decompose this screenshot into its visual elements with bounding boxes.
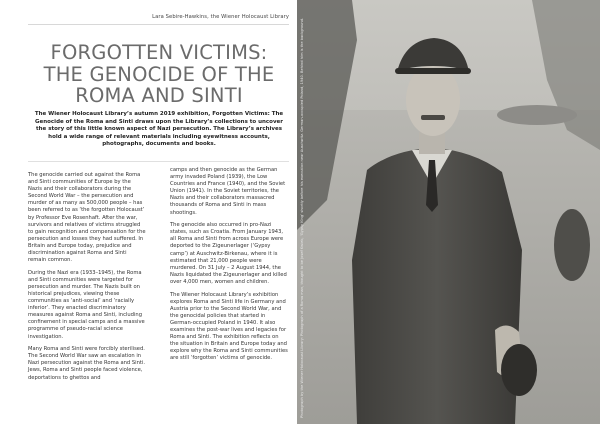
intro-divider: [28, 161, 289, 162]
background-people: [497, 105, 577, 125]
paragraph: camps and then genocide as the German army invaded Poland (1939), the Low Countries and France (1940), and the Soviet Union (1941). In the Soviet territories, the Nazis and their collaborators massacred thousands of Roma and Sinti in mass shootings.: [170, 167, 286, 216]
paragraph: The Wiener Holocaust Library’s exhibition explores Roma and Sinti life in Germany and Austria prior to the Second World War, and the genocidal policies that started in German-occupied Poland in 1940. It also examines the post-war lives and legacies for Roma and Sinti. The exhibition reflects on the situation in Britain and Europe today and explore why the Roma and Sinti communities are still ‘forgotten’ victims of genocide.: [170, 291, 288, 362]
paragraph: The genocide carried out against the Roma and Sinti communities of Europe by the Nazis and their collaborators during the Second World War – the persecution and murder of as many as 500,000 people – has been referred to as ‘the forgotten Holocaust’ by Professor Eve Rosenhaft. After the war, survivors and relatives of victims struggled to gain recognition and compensation for the persecution and losses they had suffered. In Britain and Europe today, prejudice and discrimination against Roma and Sinti remain common.: [28, 172, 146, 264]
photo-credit-text: Photograph by the Wiener Holocaust Library: Photograph of a Roma man, thought to be Josef Kwiek, ‘Gypsy King’ shortly before his execution near Auschwitz. German-occupied Poland, 1940. Behind him is the background.: [300, 17, 304, 418]
photo-credit: [297, 0, 309, 424]
held-hat: [501, 344, 537, 396]
article-title: FORGOTTEN VICTIMS: THE GENOCIDE OF THE ROMA AND SINTI: [43, 41, 275, 107]
paragraph: During the Nazi era (1933–1945), the Roma and Sinti communities were targeted for persecution and murder. The Nazis built on historical prejudices, viewing these communities as ‘anti-social’ and ‘racially inferior’. They enacted discriminatory measures against Roma and Sinti, including confinement in special camps and a massive programme of pseudo-racial science investigation.: [28, 269, 145, 340]
article-intro: The Wiener Holocaust Library’s autumn 2019 exhibition, Forgotten Victims: The Genocide of the Roma and Sinti draws upon the Library’s collections to uncover the story of this little known aspect of Nazi persecution. The Library’s archives hold a wide range of relevant materials including eyewitness accounts, photographs, documents and books.: [34, 111, 284, 147]
historical-photograph: [297, 0, 600, 424]
background-figure: [554, 209, 590, 281]
paragraph: The genocide also occurred in pro-Nazi states, such as Croatia. From January 1943, all Roma and Sinti from across Europe were deported to the Zigeunerlager (‘Gypsy camp’) at Auschwitz-Birkenau, where it is estimated that 21,000 people were murdered. On 31 July – 2 August 1944, the Nazis liquidated the Zigeunerlager and killed over 4,000 men, women and children.: [170, 222, 287, 285]
header-rule: [28, 24, 289, 25]
body-column-2: [170, 167, 288, 368]
man-hat-brim: [395, 68, 471, 74]
body-column-1: [28, 172, 146, 387]
man-moustache: [421, 115, 445, 120]
man-face: [406, 64, 460, 136]
byline: Lara Sebire-Hawkins, the Wiener Holocaust Library: [152, 14, 289, 20]
text-page: [0, 0, 297, 424]
man-coat: [352, 148, 522, 424]
photo-page: [297, 0, 600, 424]
paragraph: Many Roma and Sinti were forcibly sterilised. The Second World War saw an escalation in Nazi persecution against the Roma and Sinti. Jews, Roma and Sinti people faced violence, deportations to ghettos and: [28, 346, 146, 381]
